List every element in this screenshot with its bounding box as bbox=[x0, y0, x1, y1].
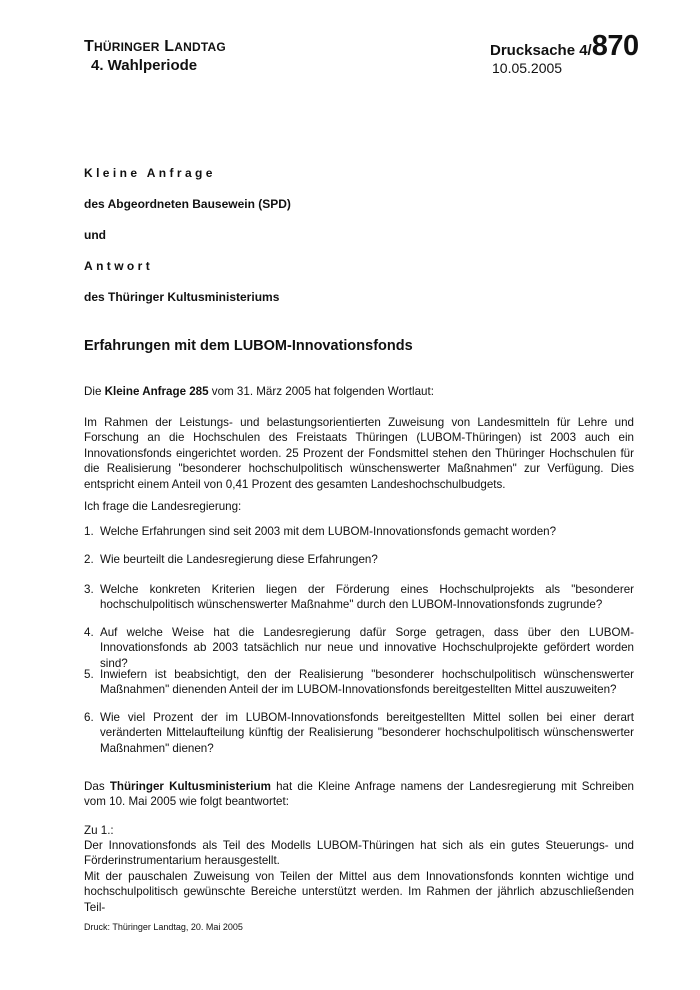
drucksache-block bbox=[490, 30, 639, 76]
question-item: 2. Wie beurteilt die Landesregierung diese Erfahrungen? bbox=[84, 553, 378, 566]
question-item: 6. Wie viel Prozent der im LUBOM-Innovationsfonds bereitgestellten Mittel sollen bei einer derart veränderten Mittelaufteilung künftig der Realisierung "besonderer hochschulpolitisch wünschenswerter Maßnahmen" dienen? bbox=[84, 711, 634, 755]
answer-paragraph-2: Mit der pauschalen Zuweisung von Teilen der Mittel aus dem Innovationsfonds konnten wichtige und hochschulpolitisch gewünschte Bereiche unterstützt werden. Im Rahmen der jährlich abzuschließenden Teil- bbox=[84, 870, 634, 914]
wahlperiode: 4. Wahlperiode bbox=[91, 57, 198, 74]
question-item: 5. Inwiefern ist beabsichtigt, den der Realisierung "besonderer hochschulpolitisch wünschenswerter Maßnahmen" dienenden Anteil der im LUBOM-Innovationsfonds bereitgestellten Mittel auszuweiten? bbox=[84, 668, 634, 697]
abgeordneter-line: des Abgeordneten Bausewein (SPD) bbox=[84, 197, 291, 211]
answer-intro: Das Thüringer Kultusministerium hat die Kleine Anfrage namens der Landesregierung mit Schreiben vom 10. Mai 2005 wie folgt beantwortet: bbox=[84, 780, 635, 809]
kleine-anfrage-title: Kleine Anfrage bbox=[84, 166, 216, 180]
antwort-title: Antwort bbox=[84, 259, 154, 273]
landtag-name: THÜRINGER LANDTAG bbox=[84, 38, 226, 55]
drucksache-number: Drucksache 4/870 bbox=[490, 30, 639, 62]
ministerium-line: des Thüringer Kultusministeriums bbox=[84, 290, 280, 304]
anfrage-body: Im Rahmen der Leistungs- und belastungsorientierten Zuweisung von Landesmitteln für Lehre und Forschung an die Hochschulen des Freistaats Thüringen (LUBOM-Thüringen) ist 2003 auch ein Innovationsfonds eingerichtet worden. 25 Prozent der Fondsmittel stehen den Thüringer Hochschulen für die Realisierung "besonderer hochschulpolitisch wünschenswerter Maßnahmen" zur Verfügung. Dies entspricht einem Anteil von 0,41 Prozent des gesamten Landeshochschulbudgets. bbox=[84, 416, 634, 491]
page-title: Erfahrungen mit dem LUBOM-Innovationsfonds bbox=[84, 338, 413, 354]
answer-paragraph-1: Der Innovationsfonds als Teil des Modells LUBOM-Thüringen hat sich als ein gutes Steuerungs- und Förderinstrumentarium herausgestellt. bbox=[84, 839, 634, 868]
question-item: 1. Welche Erfahrungen sind seit 2003 mit dem LUBOM-Innovationsfonds gemacht worden? bbox=[84, 525, 557, 538]
drucksache-date: 10.05.2005 bbox=[492, 60, 563, 76]
anfrage-intro: Die Kleine Anfrage 285 vom 31. März 2005 hat folgenden Wortlaut: bbox=[84, 385, 434, 398]
frage-intro: Ich frage die Landesregierung: bbox=[84, 500, 242, 513]
print-footer: Druck: Thüringer Landtag, 20. Mai 2005 bbox=[84, 922, 243, 932]
answer-heading: Zu 1.: bbox=[84, 824, 114, 837]
document-header-left bbox=[84, 38, 226, 74]
und-line: und bbox=[84, 228, 106, 242]
question-item: 3. Welche konkreten Kriterien liegen der Förderung eines Hochschulprojekts als "besonderer hochschulpolitisch wünschenswerter Maßnahme" durch den LUBOM-Innovationsfonds zugrunde? bbox=[84, 583, 634, 612]
question-item: 4. Auf welche Weise hat die Landesregierung dafür Sorge getragen, dass über den LUBOM-Innovationsfonds ab 2003 tatsächlich nur neue und innovative Hochschulprojekte gefördert worden sind? bbox=[84, 626, 634, 670]
